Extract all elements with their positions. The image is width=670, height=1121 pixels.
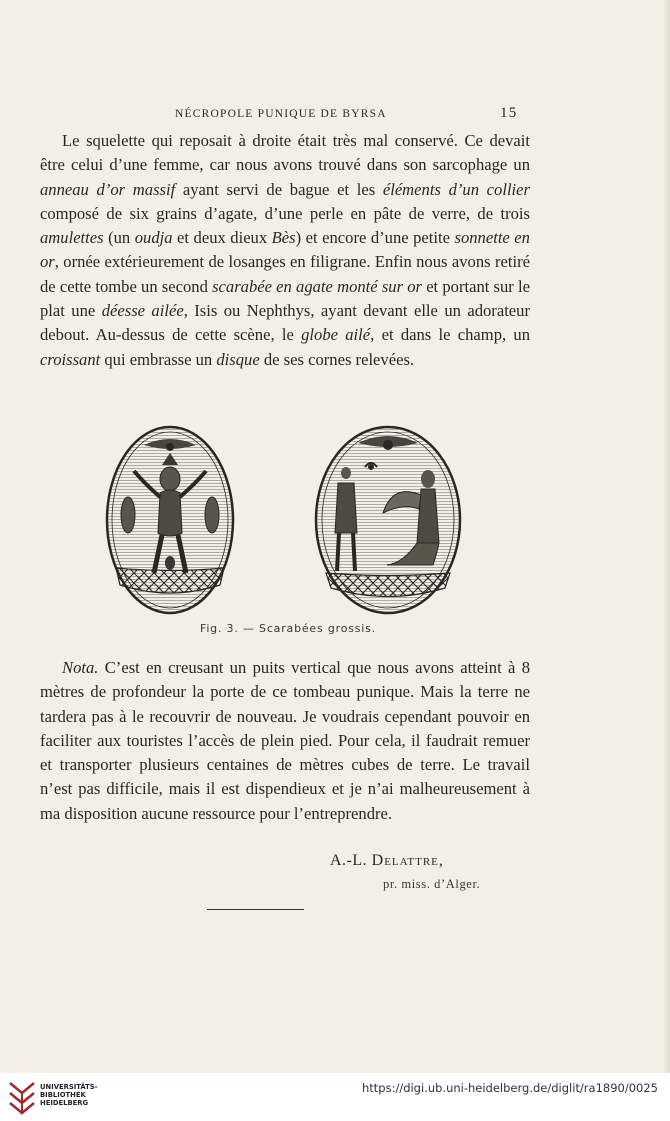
closing-rule <box>207 909 304 910</box>
paragraph-nota <box>40 656 530 826</box>
italic-term: anneau d’or massif <box>40 179 176 199</box>
library-name-line: HEIDELBERG <box>40 1099 89 1108</box>
running-head-title: NÉCROPOLE PUNIQUE DE BYRSA <box>175 108 387 120</box>
text-run: Le squelette qui reposait à droite était très mal conservé. Ce devait être celui d’une femme, car nous avons trouvé dans son sarcophage un <box>40 131 530 175</box>
text-run: composé de six grains d’agate, d’une perle en pâte de verre, de trois <box>40 203 530 223</box>
nota-label: Nota. <box>62 658 99 677</box>
signature <box>330 852 443 870</box>
permalink-url[interactable]: https://digi.ub.uni-heidelberg.de/diglit/ra1890/0025 <box>361 1081 658 1095</box>
library-name-line: UNIVERSITÄTS- <box>40 1083 98 1091</box>
figure-scarabs <box>100 423 470 635</box>
italic-term: croissant <box>40 349 101 369</box>
text-run: et deux dieux <box>172 228 272 248</box>
library-name <box>40 1083 98 1108</box>
signature-comma: , <box>438 852 444 869</box>
italic-term: Bès <box>271 228 296 248</box>
text-run: de ses cornes relevées. <box>259 349 415 369</box>
italic-term: amulettes <box>40 228 104 248</box>
figure-caption: Fig. 3. — Scarabées grossis. <box>200 622 376 635</box>
italic-term: déesse ailée <box>101 301 184 321</box>
library-name-line: BIBLIOTHEK <box>40 1091 86 1100</box>
text-run: , Isis ou Nephthys, ayant devant elle un adorateur debout. Au-dessus de cette scène, le <box>40 301 530 345</box>
text-run: (un <box>103 228 135 248</box>
text-run: ) et encore d’une petite <box>295 228 455 248</box>
scarab-gem-left-image <box>104 423 236 617</box>
signature-surname: Delattre <box>371 852 439 869</box>
italic-term: sonnette en or <box>40 228 530 272</box>
signature-affiliation: pr. miss. d’Alger. <box>383 877 481 891</box>
nota-text: C’est en creusant un puits vertical que nous avons atteint à 8 mètres de profondeur la porte de ce tombeau punique. Mais la terre ne tardera pas à le recouvrir de nouveau. Je voudrais cependant pouvoir en faciliter aux touristes l’accès de plein pied. Pour cela, il faudrait remuer et transporter plusieurs centaines de mètres cubes de terre. Le travail n’est pas difficile, mais il est dispendieux et je n’ai malheureusement à ma disposition aucune ressource pour l’entreprendre. <box>40 658 530 823</box>
text-run: , et dans le champ, un <box>370 325 530 345</box>
text-run: ayant servi de bague et les <box>175 179 383 199</box>
paragraph-tomb-contents <box>40 129 530 372</box>
signature-initials: A.-L. <box>330 852 372 869</box>
page-number: 15 <box>500 105 518 121</box>
italic-term: globe ailé <box>301 325 371 345</box>
viewer-footer <box>0 1073 670 1121</box>
italic-term: éléments d’un collier <box>382 179 530 199</box>
italic-term: disque <box>216 349 260 369</box>
text-run: et portant sur le plat une <box>40 276 530 321</box>
text-run: qui embrasse un <box>100 349 217 369</box>
italic-term: scarabée en agate monté sur or <box>212 276 422 296</box>
university-library-logo-icon[interactable] <box>7 1079 37 1115</box>
italic-term: oudja <box>134 228 173 248</box>
scarab-gem-right-image <box>313 423 463 617</box>
text-run: , ornée extérieurement de losanges en filigrane. Enfin nous avons retiré de cette tombe un second <box>40 252 530 296</box>
